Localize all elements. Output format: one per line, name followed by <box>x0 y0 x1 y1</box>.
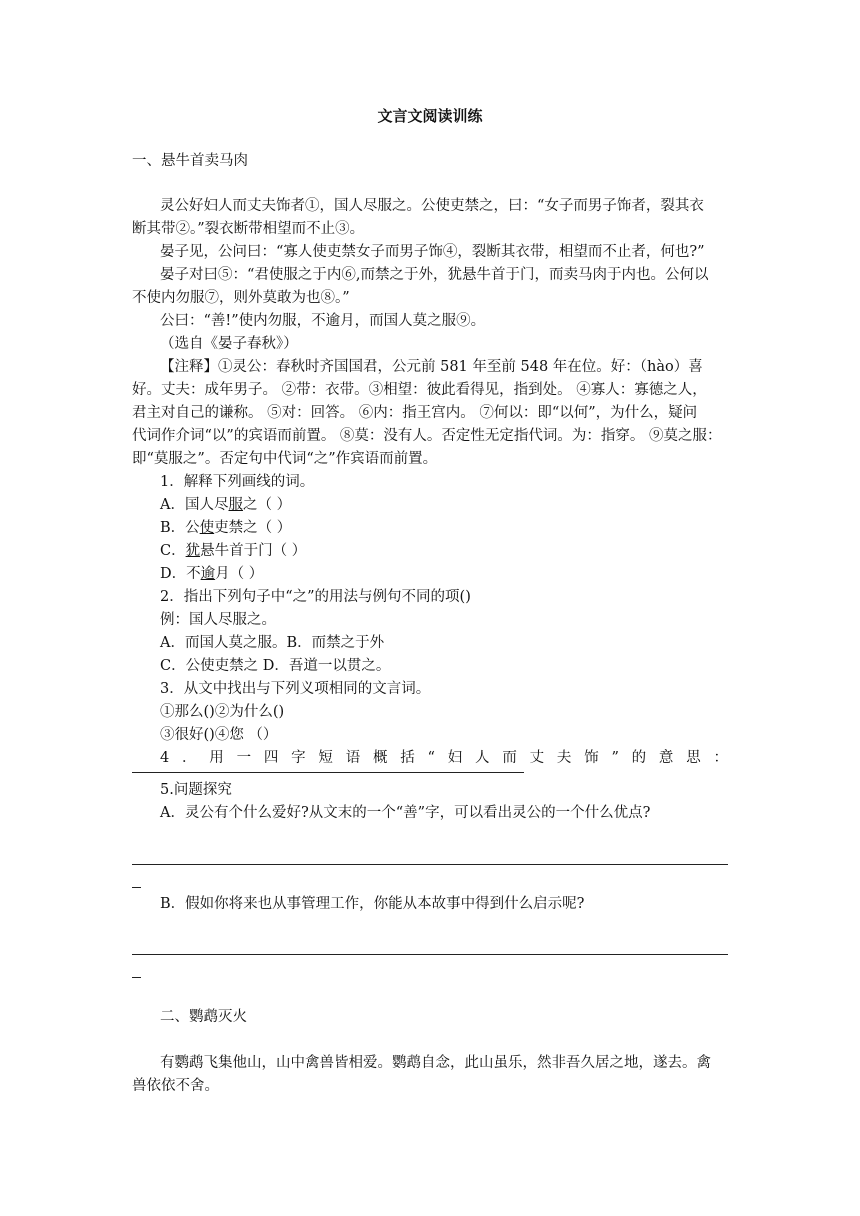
option-text: 月（ ） <box>215 566 264 582</box>
option-text: 之（ ） <box>242 497 292 513</box>
notes-line-5: 即“莫服之”。否定句中代词“之”作宾语而前置。 <box>132 451 438 467</box>
notes-line-3: 君主对自己的谦称。 ⑤对：回答。 ⑥内：指王宫内。 ⑦何以：即“以何”，为什么，疑问 <box>132 405 698 421</box>
notes-line-1: 【注释】①灵公：春秋时齐国国君，公元前 581 年至前 548 年在位。好：（hào）喜 <box>160 359 703 375</box>
question-2-example: 例：国人尽服之。 <box>160 612 276 628</box>
paragraph-3-line-1: 晏子对曰⑤：“君使服之于内⑥,而禁之于外，犹悬牛首于门，而卖马肉于内也。公何以 <box>160 267 709 283</box>
page-title: 文言文阅读训练 <box>377 107 483 125</box>
underlined-word: 犹 <box>185 543 201 559</box>
question-5-a: A．灵公有个什么爱好?从文末的一个“善”字，可以看出灵公的一个什么优点? <box>160 805 651 821</box>
question-1-option-b <box>160 518 291 538</box>
answer-line-q4 <box>132 772 524 773</box>
option-text: 悬牛首于门（ ） <box>200 543 307 559</box>
question-5-stem: 5.问题探究 <box>160 782 232 798</box>
section-heading-2: 二、鹦鹉灭火 <box>160 1009 247 1025</box>
question-1-option-d <box>160 564 263 584</box>
source-citation: （选自《晏子春秋》） <box>160 336 298 352</box>
paragraph-1-line-2: 断其带②。”裂衣断带相望而不止③。 <box>132 221 365 237</box>
option-text: B．公 <box>160 520 200 536</box>
question-2-stem: 2．指出下列句子中“之”的用法与例句不同的项() <box>160 589 471 605</box>
paragraph-4: 公曰：“善!”使内勿服，不逾月，而国人莫之服⑨。 <box>160 313 486 329</box>
question-4: 4．用一四字短语概括“妇人而丈夫饰”的意思： <box>160 750 728 766</box>
question-1-option-c <box>160 541 306 561</box>
option-text: D．不 <box>160 566 201 582</box>
underlined-word: 逾 <box>200 566 216 582</box>
question-1-option-a <box>160 495 291 515</box>
question-3-line-1: ①那么()②为什么() <box>160 704 285 720</box>
question-3-stem: 3．从文中找出与下列义项相同的文言词。 <box>160 681 431 697</box>
question-1-stem: 1．解释下列画线的词。 <box>160 474 315 490</box>
answer-line-q5a <box>132 864 728 865</box>
answer-line-q5a-tail <box>132 887 141 888</box>
question-2-options-cd: C．公使吏禁之 D．吾道一以贯之。 <box>160 658 391 674</box>
option-text: C． <box>160 543 186 559</box>
option-text: A．国人尽 <box>160 497 229 513</box>
paragraph-3-line-2: 不使内勿服⑦，则外莫敢为也⑧。” <box>132 290 350 306</box>
paragraph-2: 晏子见，公问曰：“寡人使吏禁女子而男子饰④，裂断其衣带，相望而不止者，何也?” <box>160 244 705 260</box>
answer-line-q5b-tail <box>132 977 141 978</box>
paragraph-1-line-1: 灵公好妇人而丈夫饰者①，国人尽服之。公使吏禁之，曰：“女子而男子饰者，裂其衣 <box>160 198 704 214</box>
notes-line-4: 代词作介词“以”的宾语而前置。 ⑧莫：没有人。否定性无定指代词。为：指穿。 ⑨莫之服： <box>132 428 722 444</box>
option-text: 吏禁之（ ） <box>214 520 292 536</box>
section-heading-1: 一、悬牛首卖马肉 <box>132 153 248 169</box>
answer-line-q5b <box>132 954 728 955</box>
underlined-word: 使 <box>199 520 215 536</box>
underlined-word: 服 <box>228 497 243 513</box>
question-2-options-ab: A．而国人莫之服。B．而禁之于外 <box>160 635 385 651</box>
section-2-paragraph-line-1: 有鹦鹉飞集他山，山中禽兽皆相爱。鹦鹉自念，此山虽乐，然非吾久居之地，遂去。禽 <box>160 1055 711 1071</box>
question-3-line-2: ③很好()④您 （） <box>160 727 278 743</box>
question-5-b: B．假如你将来也从事管理工作，你能从本故事中得到什么启示呢? <box>160 896 585 912</box>
section-2-paragraph-line-2: 兽依依不舍。 <box>132 1078 219 1094</box>
notes-line-2: 好。丈夫：成年男子。 ②带：衣带。③相望：彼此看得见，指到处。 ④寡人：寡德之人， <box>132 382 707 398</box>
